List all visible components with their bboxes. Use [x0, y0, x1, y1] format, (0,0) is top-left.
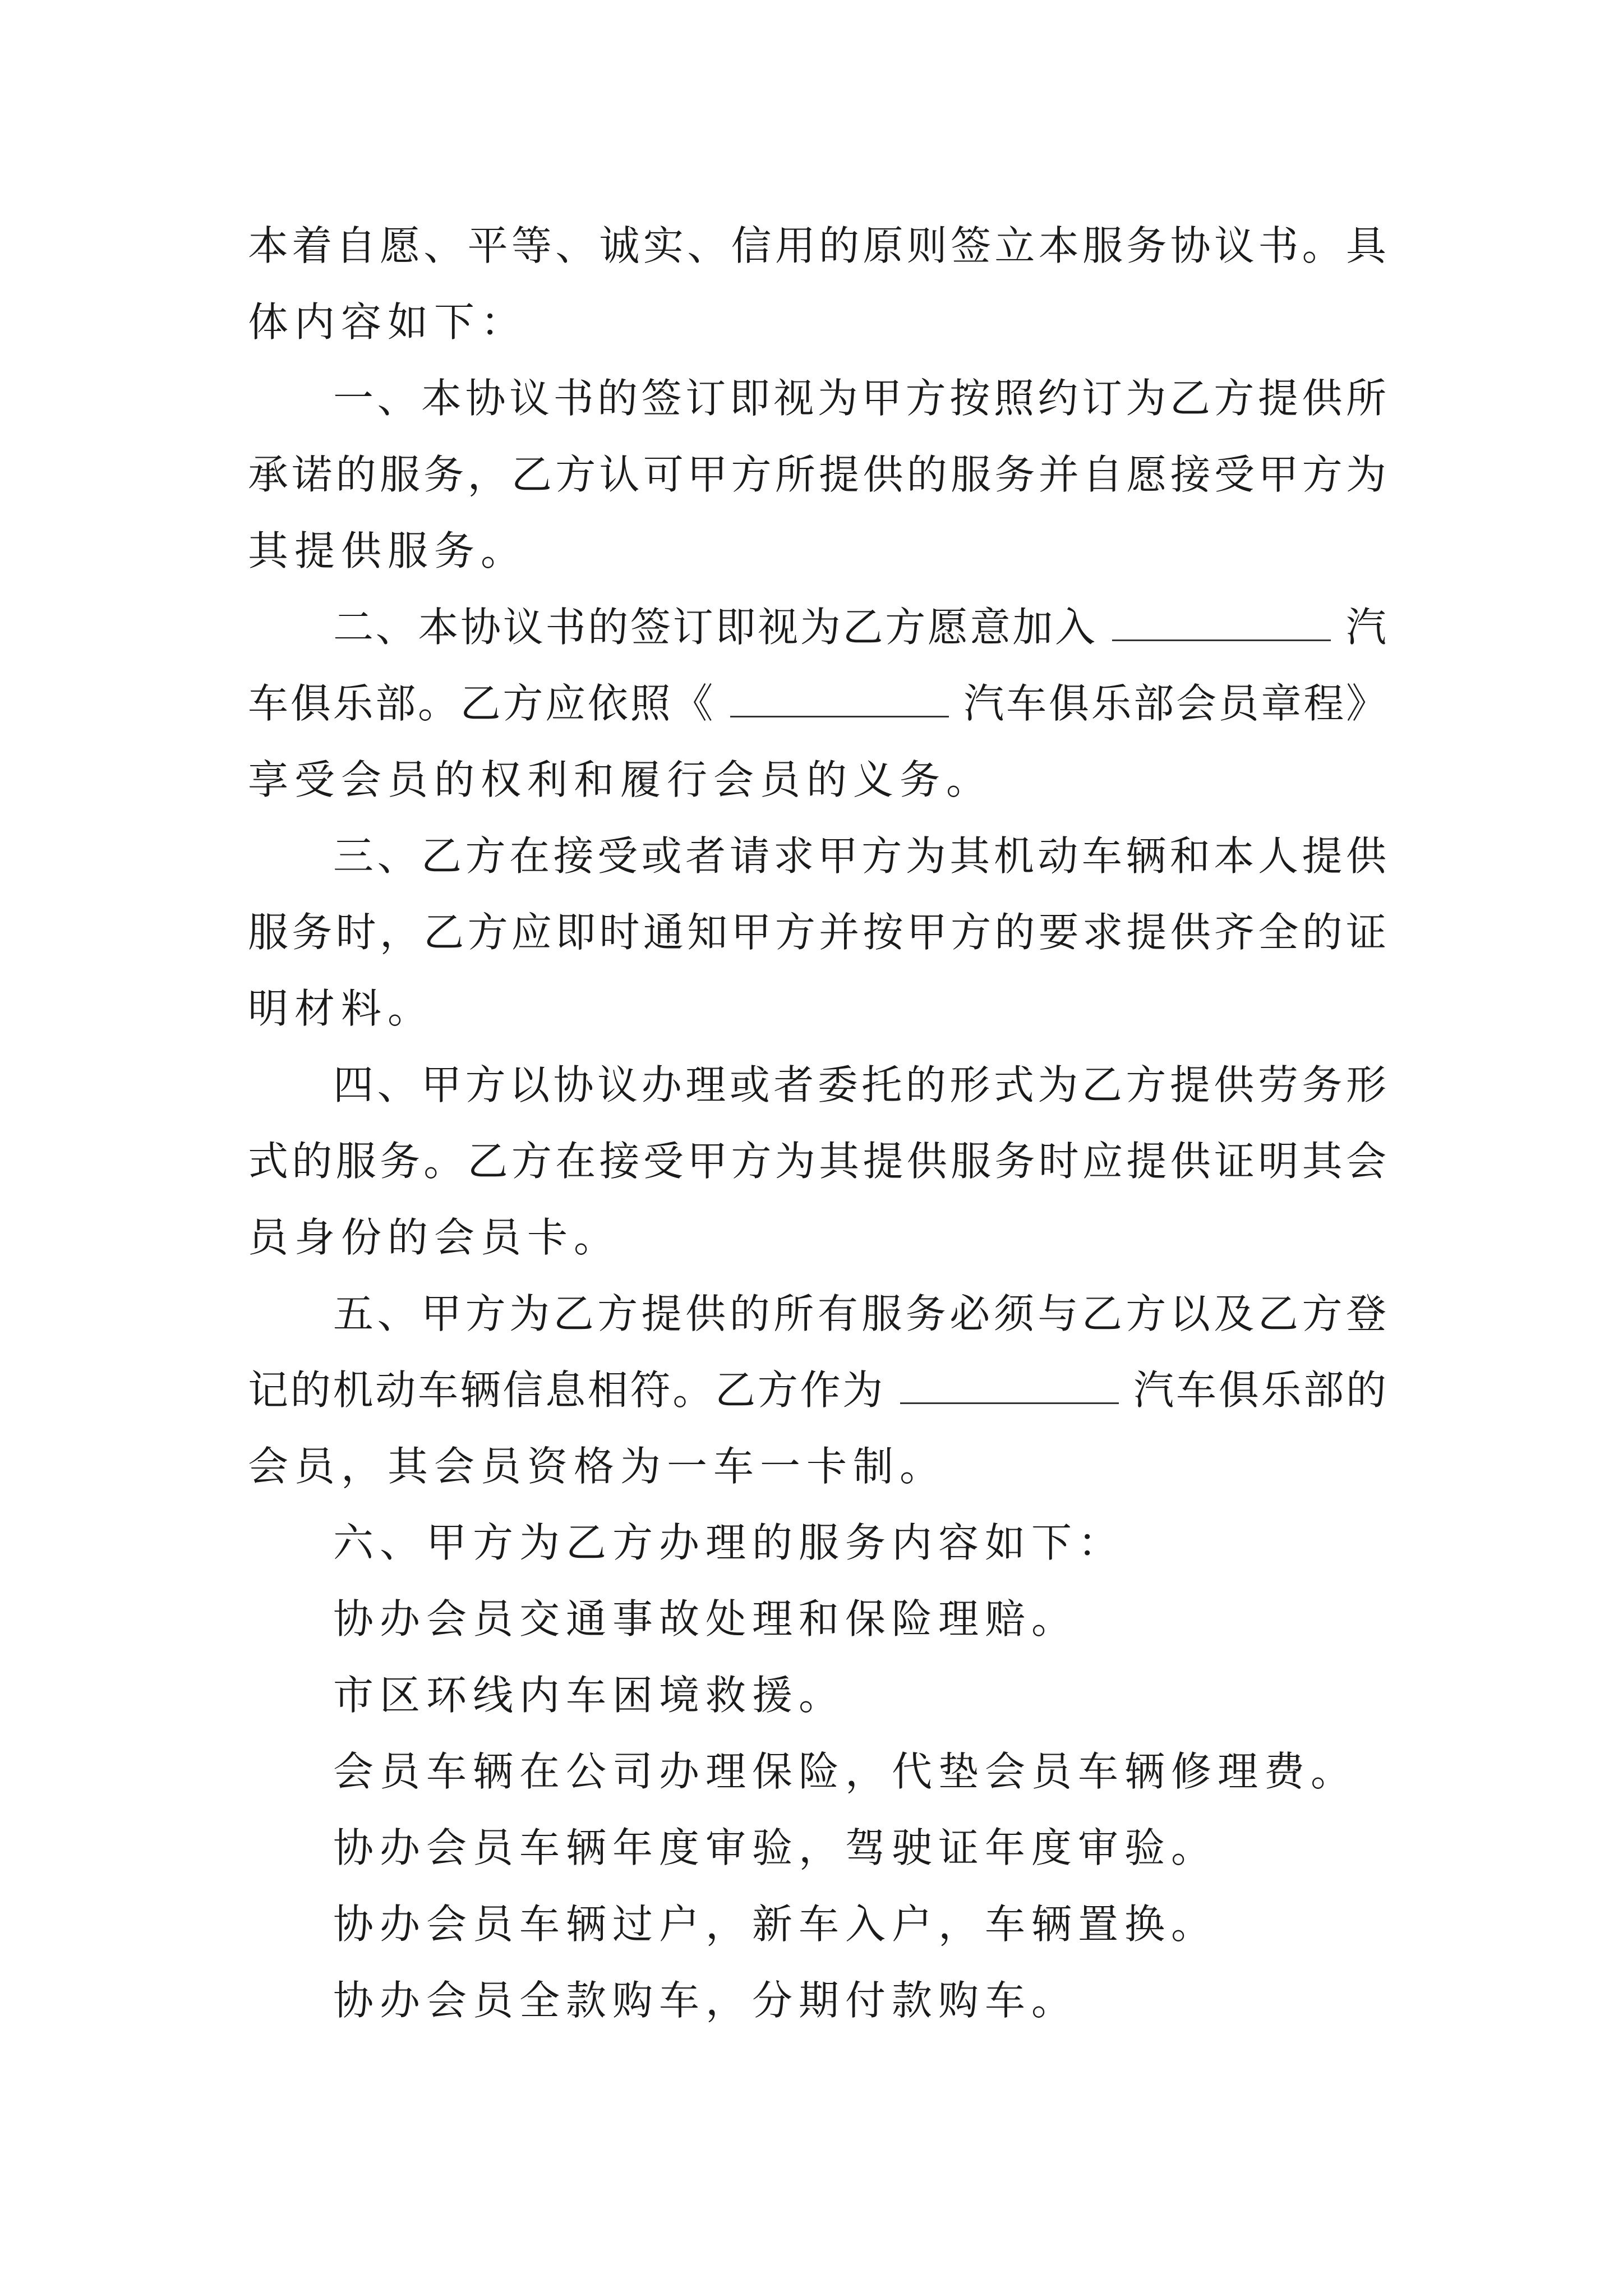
text-line: 四、甲方以协议办理或者委托的形式为乙方提供劳务形: [333, 1061, 1386, 1108]
fill-in-blank: [900, 1368, 1119, 1404]
list-item: 协办会员交通事故处理和保险理赔。: [333, 1595, 1078, 1642]
section-heading: 六、甲方为乙方办理的服务内容如下：: [333, 1519, 1125, 1566]
list-item: 协办会员全款购车，分期付款购车。: [333, 1977, 1078, 2024]
fill-in-blank: [1112, 605, 1331, 641]
text-line: 式的服务。乙方在接受甲方为其提供服务时应提供证明其会: [248, 1138, 1386, 1185]
text-line: 一、本协议书的签订即视为甲方按照约订为乙方提供所: [333, 375, 1386, 422]
list-item: 协办会员车辆年度审验，驾驶证年度审验。: [333, 1824, 1218, 1871]
list-item: 协办会员车辆过户，新车入户，车辆置换。: [333, 1901, 1218, 1948]
clause-text: 记的机动车辆信息相符。乙方作为: [248, 1366, 886, 1414]
text-line: 本着自愿、平等、诚实、信用的原则签立本服务协议书。具: [248, 222, 1386, 269]
clause-text: 车俱乐部。乙方应依照《: [248, 680, 716, 727]
clause-text: 汽车俱乐部会员章程》: [963, 680, 1386, 727]
text-line: 明材料。: [248, 985, 435, 1032]
text-line: 其提供服务。: [248, 527, 528, 574]
text-line: 体内容如下：: [248, 298, 528, 346]
text-line: 服务时，乙方应即时通知甲方并按甲方的要求提供齐全的证: [248, 909, 1386, 956]
text-line: 承诺的服务，乙方认可甲方所提供的服务并自愿接受甲方为: [248, 451, 1386, 498]
text-line: [248, 1352, 1386, 1428]
text-line: 员身份的会员卡。: [248, 1214, 621, 1261]
text-line: 享受会员的权利和履行会员的义务。: [248, 756, 993, 803]
text-line: [248, 665, 1386, 742]
text-line: 三、乙方在接受或者请求甲方为其机动车辆和本人提供: [333, 832, 1386, 880]
clause-text: 二、本协议书的签订即视为乙方愿意加入: [333, 604, 1098, 651]
text-line: [248, 589, 1386, 665]
text-line: 会员，其会员资格为一车一卡制。: [248, 1443, 947, 1490]
list-item: 市区环线内车困境救援。: [333, 1672, 846, 1719]
list-item: 会员车辆在公司办理保险，代垫会员车辆修理费。: [333, 1748, 1358, 1795]
clause-text: 汽车俱乐部的: [1133, 1366, 1386, 1414]
clause-text: 汽: [1346, 604, 1387, 651]
document-body: [248, 208, 1386, 2039]
text-line: 五、甲方为乙方提供的所有服务必须与乙方以及乙方登: [333, 1290, 1386, 1337]
fill-in-blank: [730, 681, 949, 717]
